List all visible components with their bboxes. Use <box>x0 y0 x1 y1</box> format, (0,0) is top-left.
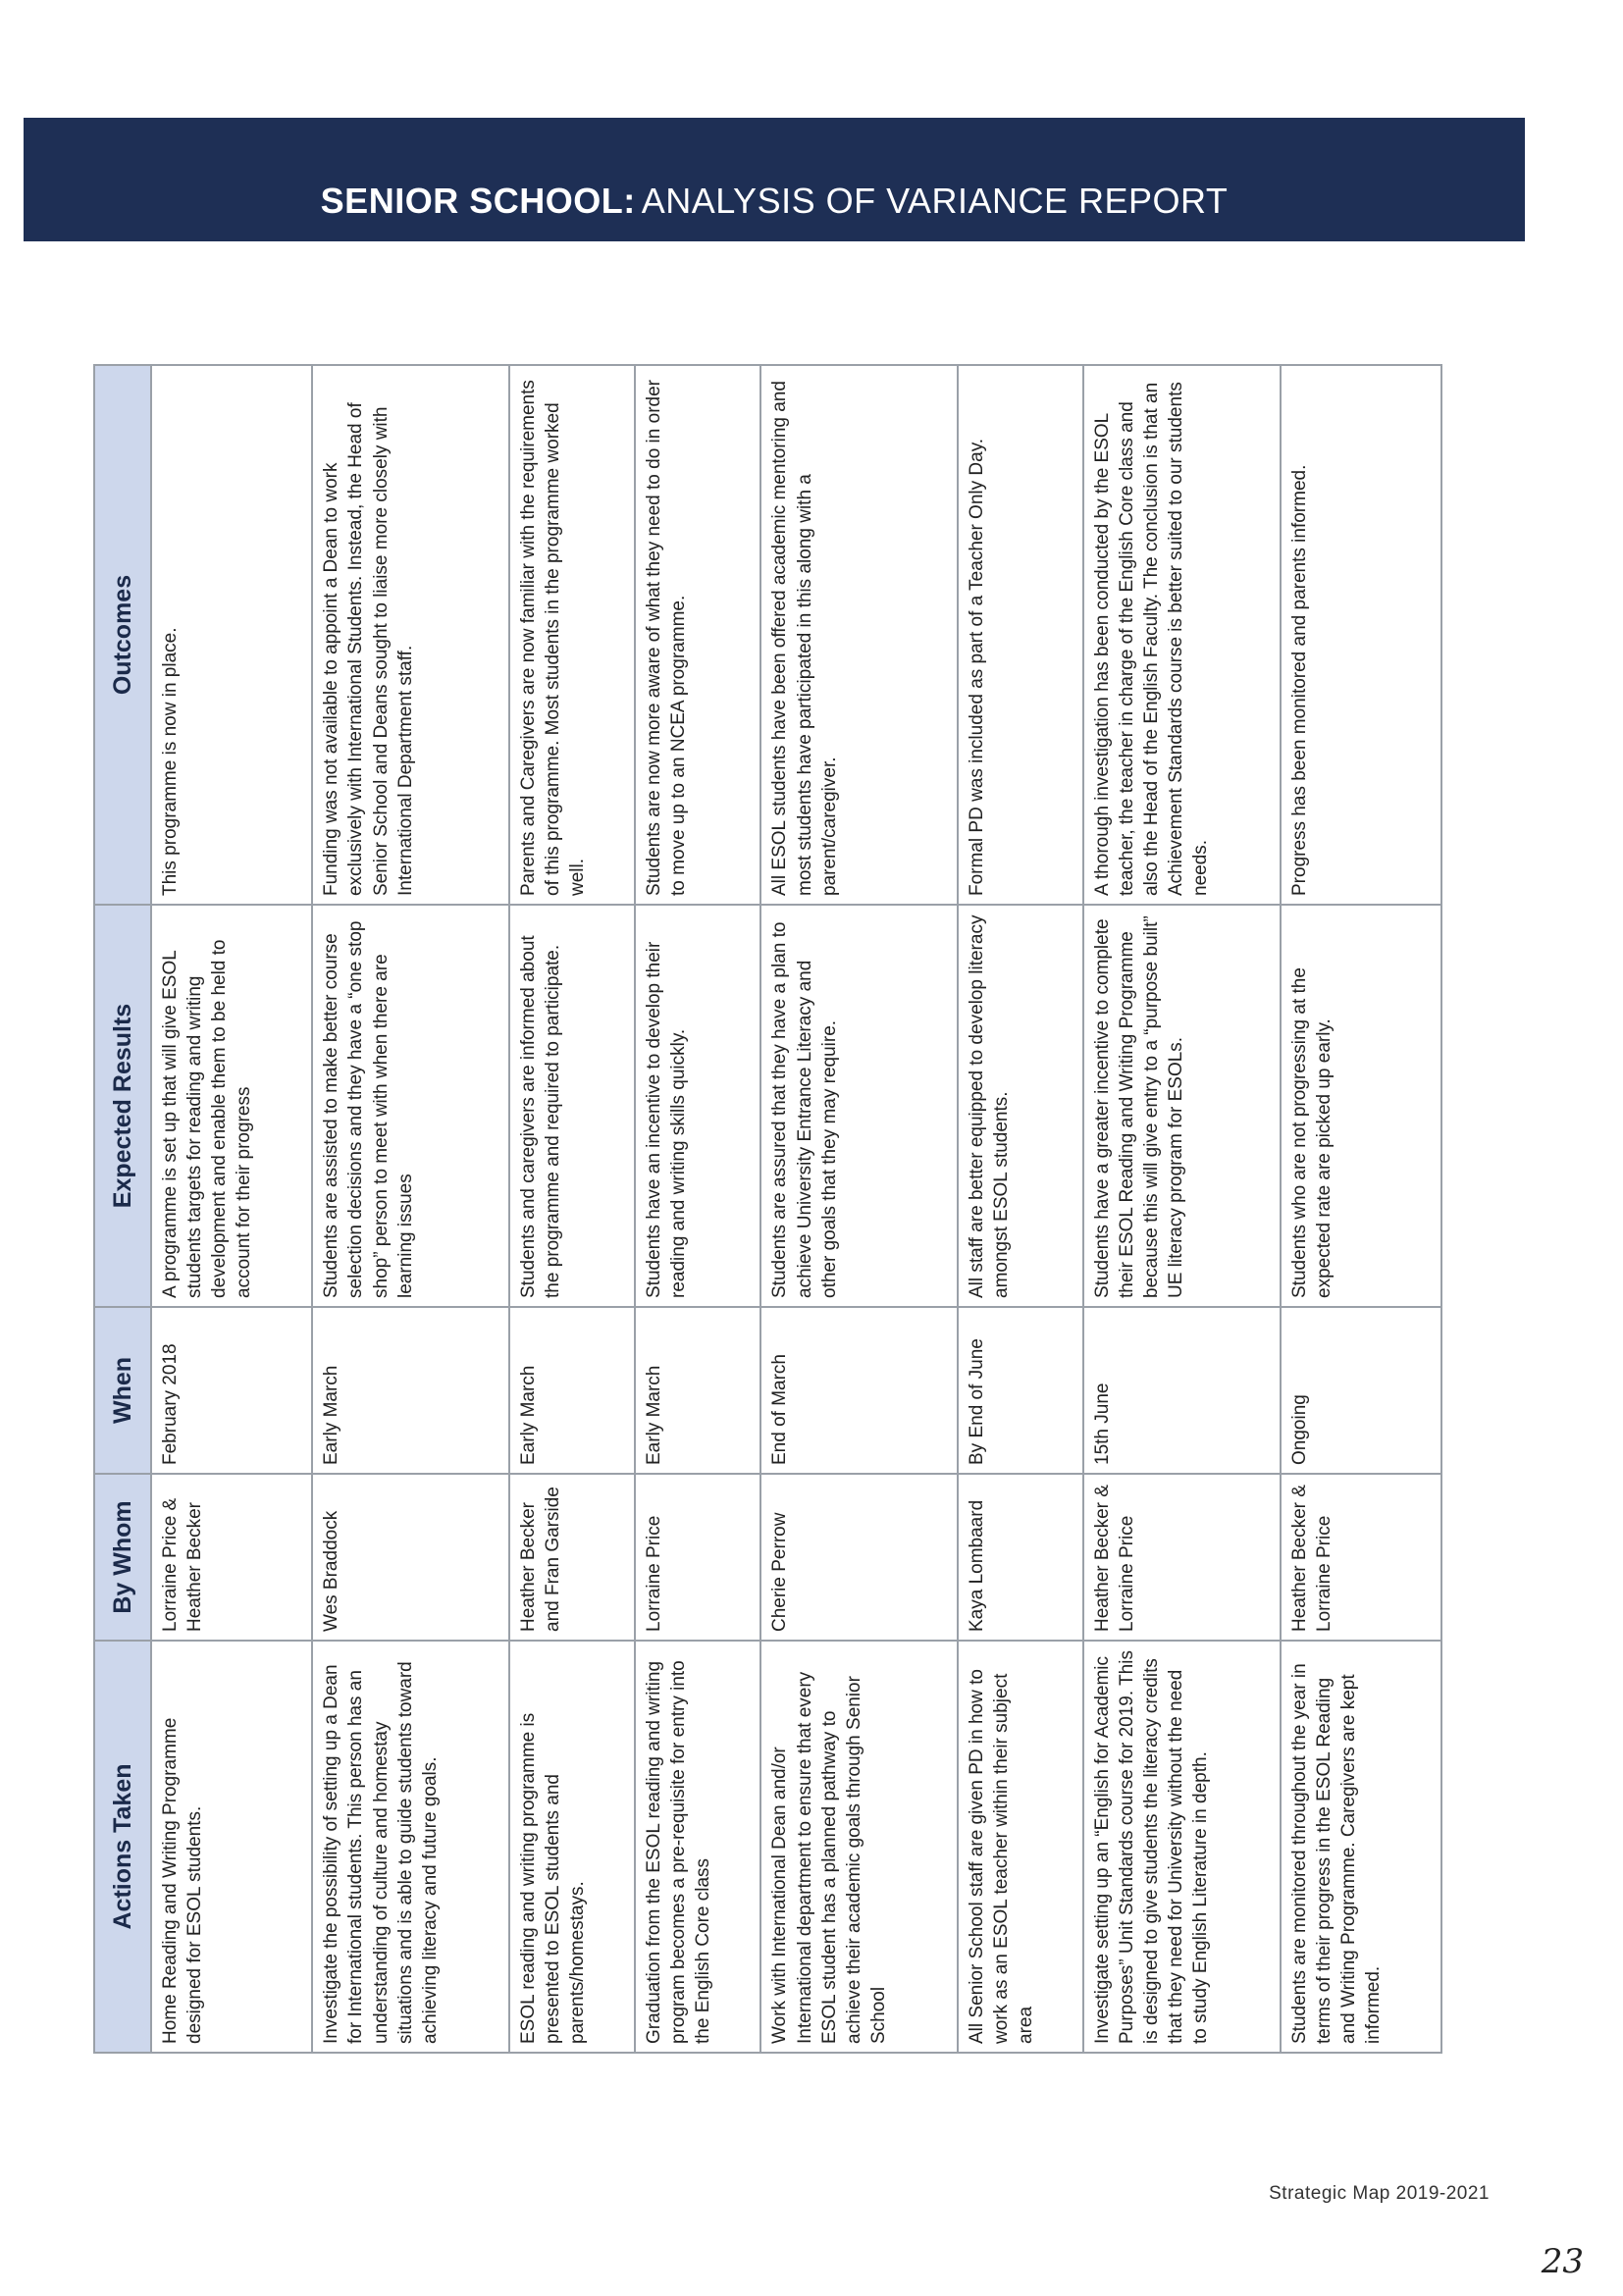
table-header-row <box>94 365 151 2053</box>
cell-when: Early March <box>509 1307 635 1474</box>
cell-by-whom: Heather Becker & Lorraine Price <box>1281 1474 1441 1641</box>
column-header-expected-results: Expected Results <box>94 905 151 1307</box>
cell-expected: Students have an incentive to develop their reading and writing skills quickly. <box>635 905 760 1307</box>
cell-by-whom: Lorraine Price & Heather Becker <box>151 1474 312 1641</box>
cell-when: End of March <box>760 1307 957 1474</box>
cell-expected: All staff are better equipped to develop literacy amongst ESOL students. <box>958 905 1083 1307</box>
cell-action: ESOL reading and writing programme is presented to ESOL students and parents/homestays. <box>509 1641 635 2053</box>
cell-outcome: Funding was not available to appoint a Dean to work exclusively with International Students. Instead, the Head of Senior School and Deans sought to liaise more closely with International Department staff. <box>312 365 508 905</box>
column-header-outcomes: Outcomes <box>94 365 151 905</box>
variance-table <box>93 364 1442 2054</box>
column-header-when: When <box>94 1307 151 1474</box>
table-row <box>1281 365 1441 2053</box>
cell-by-whom: Lorraine Price <box>635 1474 760 1641</box>
table-row <box>509 365 635 2053</box>
cell-outcome: Formal PD was included as part of a Teacher Only Day. <box>958 365 1083 905</box>
cell-when: Early March <box>635 1307 760 1474</box>
table-row <box>151 365 312 2053</box>
cell-expected: Students are assured that they have a plan to achieve University Entrance Literacy and other goals that they may require. <box>760 905 957 1307</box>
cell-by-whom: Wes Braddock <box>312 1474 508 1641</box>
cell-expected: Students and caregivers are informed about the programme and required to participate. <box>509 905 635 1307</box>
table-row <box>760 365 957 2053</box>
column-header-by-whom: By Whom <box>94 1474 151 1641</box>
cell-expected: Students have a greater incentive to complete their ESOL Reading and Writing Programme because this will give entry to a “purpose built” UE literacy program for ESOLs. <box>1083 905 1280 1307</box>
cell-outcome: A thorough investigation has been conducted by the ESOL teacher, the teacher in charge of the English Core class and also the Head of the English Faculty. The conclusion is that an Achievement Standards course is better suited to our students needs. <box>1083 365 1280 905</box>
table-row <box>958 365 1083 2053</box>
cell-action: Students are monitored throughout the year in terms of their progress in the ESOL Reading and Writing Programme. Caregivers are kept informed. <box>1281 1641 1441 2053</box>
cell-by-whom: Cherie Perrow <box>760 1474 957 1641</box>
page-number: 23 <box>1541 2242 1584 2281</box>
cell-outcome: Progress has been monitored and parents informed. <box>1281 365 1441 905</box>
cell-outcome: This programme is now in place. <box>151 365 312 905</box>
cell-expected: A programme is set up that will give ESOL students targets for reading and writing development and enable them to be held to account for their progress <box>151 905 312 1307</box>
cell-by-whom: Heather Becker and Fran Garside <box>509 1474 635 1641</box>
table-row <box>312 365 508 2053</box>
cell-by-whom: Kaya Lombaard <box>958 1474 1083 1641</box>
title-banner <box>24 118 1525 241</box>
page-title: ANALYSIS OF VARIANCE REPORT <box>641 181 1229 221</box>
footer-text: Strategic Map 2019-2021 <box>1269 2183 1490 2204</box>
cell-outcome: All ESOL students have been offered academic mentoring and most students have participated in this along with a parent/caregiver. <box>760 365 957 905</box>
cell-by-whom: Heather Becker & Lorraine Price <box>1083 1474 1280 1641</box>
cell-action: Home Reading and Writing Programme designed for ESOL students. <box>151 1641 312 2053</box>
cell-expected: Students who are not progressing at the expected rate are picked up early. <box>1281 905 1441 1307</box>
column-header-actions: Actions Taken <box>94 1641 151 2053</box>
table-row <box>635 365 760 2053</box>
cell-action: Investigate setting up an “English for Academic Purposes” Unit Standards course for 2019. This is designed to give students the literacy credits that they need for University without the need to study English Literature in depth. <box>1083 1641 1280 2053</box>
cell-action: Investigate the possibility of setting up a Dean for International students. This person has an understanding of culture and homestay situations and is able to guide students toward achieving literacy and future goals. <box>312 1641 508 2053</box>
cell-when: February 2018 <box>151 1307 312 1474</box>
cell-when: Early March <box>312 1307 508 1474</box>
cell-outcome: Students are now more aware of what they need to do in order to move up to an NCEA programme. <box>635 365 760 905</box>
cell-outcome: Parents and Caregivers are now familiar with the requirements of this programme. Most students in the programme worked well. <box>509 365 635 905</box>
table-row <box>1083 365 1280 2053</box>
cell-when: 15th June <box>1083 1307 1280 1474</box>
cell-action: All Senior School staff are given PD in how to work as an ESOL teacher within their subject area <box>958 1641 1083 2053</box>
cell-when: Ongoing <box>1281 1307 1441 1474</box>
cell-action: Graduation from the ESOL reading and writing program becomes a pre-requisite for entry into the English Core class <box>635 1641 760 2053</box>
variance-table-container <box>93 366 1442 2054</box>
cell-when: By End of June <box>958 1307 1083 1474</box>
cell-action: Work with International Dean and/or International department to ensure that every ESOL student has a planned pathway to achieve their academic goals through Senior School <box>760 1641 957 2053</box>
cell-expected: Students are assisted to make better course selection decisions and they have a “one stop shop” person to meet with when there are learning issues <box>312 905 508 1307</box>
page-title-bold: SENIOR SCHOOL: <box>320 181 636 221</box>
